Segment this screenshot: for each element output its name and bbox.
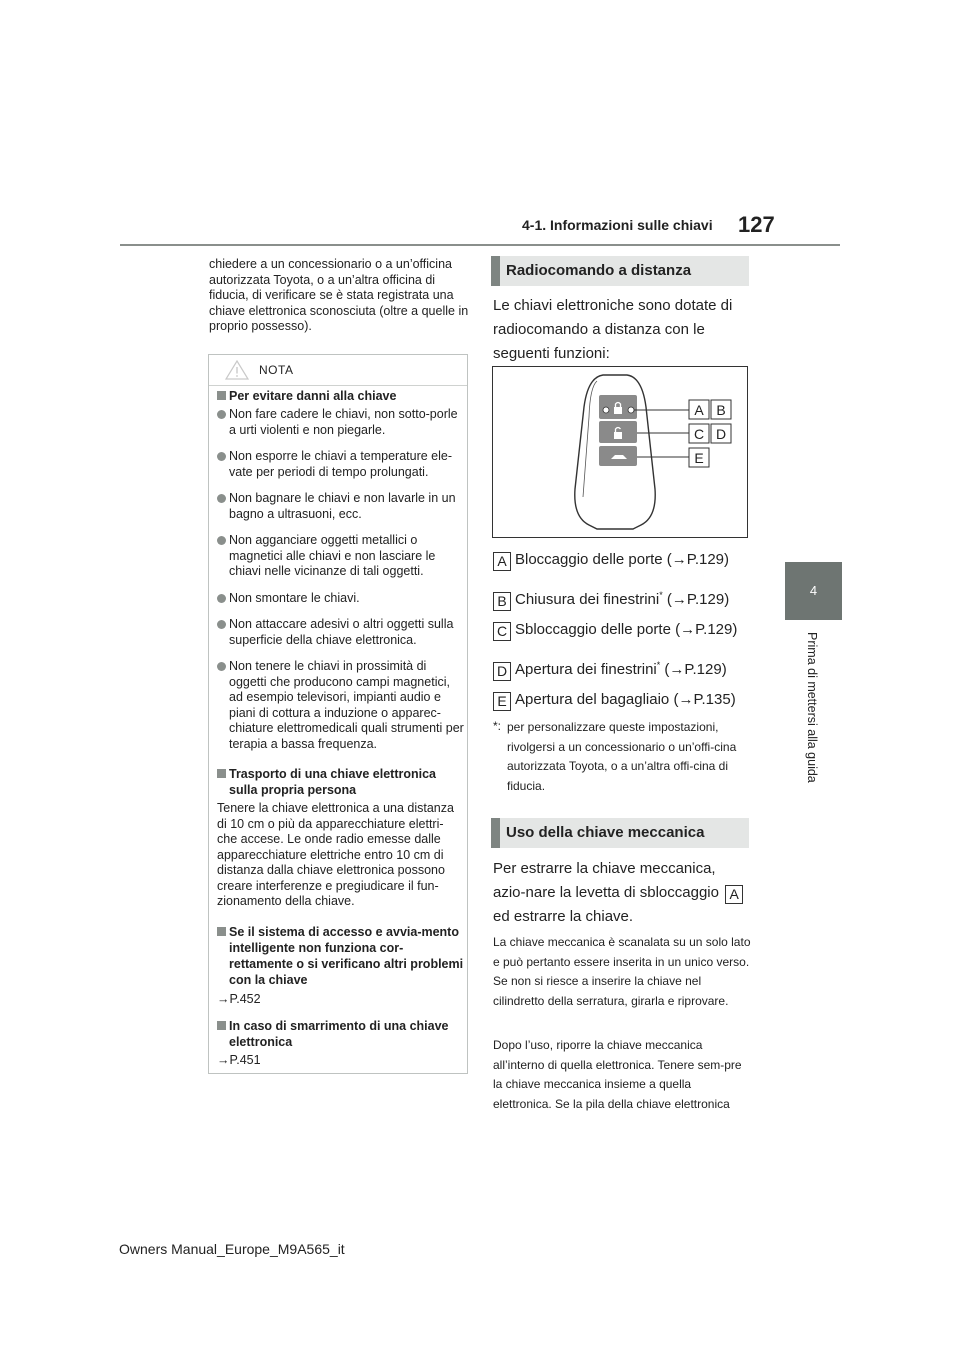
function-text: Chiusura dei finestrini xyxy=(515,591,660,608)
nota-bullet: Non tenere le chiavi in prossimità di oggetti che producono campi magnetici, ad esempio televisori, impianti audio e piani di cottura a induzione o apparec-chiature elettromedicali quali strumenti per terapia a bassa frequenza. xyxy=(217,659,465,752)
asterisk-mark: * xyxy=(656,660,661,670)
label-b: B xyxy=(493,592,511,611)
header-rule xyxy=(120,244,840,246)
section-heading-mechanical-key: Uso della chiave meccanica xyxy=(491,818,749,848)
nota-bullet: Non attaccare adesivi o altri oggetti sulla superficie della chiave elettronica. xyxy=(217,617,465,648)
function-row-a xyxy=(493,550,729,571)
mechanical-key-instruction xyxy=(493,857,751,929)
page-reference-link[interactable]: (→P.129) xyxy=(660,661,727,678)
figure-label-b: B xyxy=(716,402,726,418)
label-d: D xyxy=(493,662,511,681)
function-text: Apertura dei finestrini xyxy=(515,661,657,678)
function-row-b xyxy=(493,585,729,611)
nota-bullet: Non smontare le chiavi. xyxy=(217,591,465,607)
footer-text: Owners Manual_Europe_M9A565_it xyxy=(119,1241,345,1257)
figure-label-c: C xyxy=(693,426,705,442)
nota-heading-transport: Trasporto di una chiave elettronica sulla propria persona xyxy=(217,766,465,798)
key-illustration xyxy=(492,366,748,538)
nota-bullet: Non fare cadere le chiavi, non sotto-porle a urti violenti e non piegarle. xyxy=(217,407,465,438)
page-number: 127 xyxy=(738,212,775,237)
chapter-title-text: Prima di mettersi alla guida xyxy=(805,632,819,783)
warning-icon xyxy=(225,360,249,380)
figure-label-d: D xyxy=(715,426,727,442)
label-c: C xyxy=(493,622,511,641)
nota-box xyxy=(208,354,468,1074)
label-e: E xyxy=(493,692,511,711)
mechanical-key-paragraph: La chiave meccanica è scanalata su un solo lato e può pertanto essere inserita in un unico verso. Se non si riesce a inserire la chiave nel cilindretto della serratura, girarla e riprovare. xyxy=(493,935,751,1008)
page-reference-link[interactable]: →P.452 xyxy=(217,992,261,1006)
function-row-d xyxy=(493,655,727,681)
remote-intro: Le chiavi elettroniche sono dotate di radiocomando a distanza con le seguenti funzioni: xyxy=(493,297,733,362)
footnote-mark: *: xyxy=(493,719,502,733)
label-a: A xyxy=(725,885,743,904)
section-header: 4-1. Informazioni sulle chiavi xyxy=(522,217,713,233)
nota-header xyxy=(209,355,467,386)
function-text: Sbloccaggio delle porte (→P.129) xyxy=(515,621,738,638)
asterisk-mark: * xyxy=(659,590,663,600)
instruction-text: ed estrarre la chiave. xyxy=(493,908,634,925)
function-text: Bloccaggio delle porte (→P.129) xyxy=(515,551,730,568)
nota-heading-malfunction: Se il sistema di accesso e avvia-mento intelligente non funziona cor-rettamente o si verificano altri problemi con la chiave xyxy=(217,924,465,988)
nota-heading-damage: Per evitare danni alla chiave xyxy=(217,388,465,404)
nota-bullet: Non agganciare oggetti metallici o magnetici alle chiavi e non lasciare le chiavi nelle vicinanze di tali oggetti. xyxy=(217,533,465,580)
page-reference-link[interactable]: →P.451 xyxy=(217,1053,261,1067)
function-row-e xyxy=(493,690,736,711)
function-text: Apertura del bagagliaio (→P.135) xyxy=(515,691,736,708)
instruction-text: Per estrarre la chiave meccanica, azio-nare la levetta di sbloccaggio xyxy=(493,860,719,901)
label-a: A xyxy=(493,552,511,571)
page-reference-link[interactable]: (→P.129) xyxy=(662,591,730,608)
nota-paragraph: Tenere la chiave elettronica a una distanza di 10 cm o più da apparecchiature elettri-che accese. Le onde radio emesse dalle apparecchiature elettriche entro 10 cm di distanza dalla chiave elettronica possono creare interferenze e pregiudicare il fun-zionamento della chiave. xyxy=(217,801,454,908)
figure-label-a: A xyxy=(694,402,704,418)
intro-paragraph: chiedere a un concessionario o a un’officina autorizzata Toyota, o a un’altra officina di fiducia, di verificare se è stata registrata una chiave elettronica sconosciuta (oltre a quelle in proprio possesso). xyxy=(209,257,469,333)
chapter-title xyxy=(797,632,827,832)
function-row-c xyxy=(493,620,737,641)
footnote: per personalizzare queste impostazioni, rivolgersi a un concessionario o un’offi-cina autorizzata Toyota, o a un’altra offi-cina di fiducia. xyxy=(507,720,737,793)
nota-bullet: Non bagnare le chiavi e non lavarle in un bagno a ultrasuoni, ecc. xyxy=(217,491,465,522)
figure-label-e: E xyxy=(694,450,704,466)
key-fob-drawing xyxy=(493,367,747,537)
section-heading-remote: Radiocomando a distanza xyxy=(491,256,749,286)
nota-heading-lost-key: In caso di smarrimento di una chiave elettronica xyxy=(217,1018,465,1050)
mechanical-key-paragraph: Dopo l’uso, riporre la chiave meccanica all’interno di quella elettronica. Tenere sem-pre la chiave meccanica insieme a quella elettronica. Se la pila della chiave elettronica xyxy=(493,1038,742,1111)
chapter-tab[interactable]: 4 xyxy=(785,562,842,620)
nota-title: NOTA xyxy=(259,363,294,377)
nota-bullet: Non esporre le chiavi a temperature ele-vate per periodi di tempo prolungati. xyxy=(217,449,465,480)
